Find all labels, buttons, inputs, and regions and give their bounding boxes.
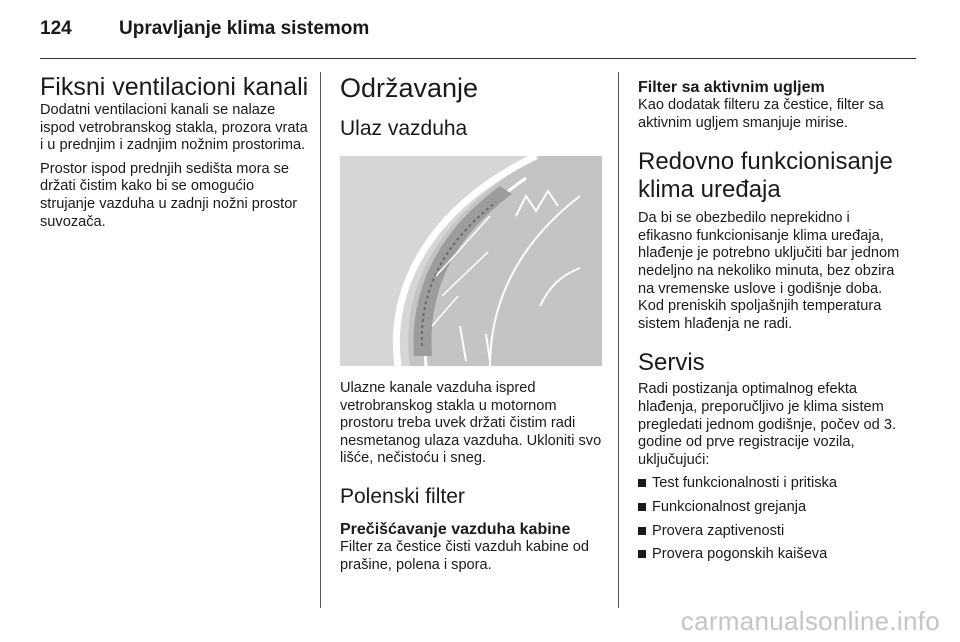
subsection-heading: Polenski filter — [340, 484, 465, 508]
list-item: Funkcionalnost grejanja — [638, 499, 906, 517]
section-heading: Održavanje — [340, 73, 479, 103]
paragraph: Da bi se obezbedilo neprekidno i efikasno funkcionisanje klima uređaja, hlađenje je potrebno uključiti bar jednom nedeljno na nekoliko minuta, bez obzira na vremenske uslove i godišnje doba. Kod preniskih spoljašnjih temperatura sistem hlađenja ne radi. — [638, 210, 900, 332]
column-middle — [340, 72, 606, 574]
paragraph: Ulazne kanale vazduha ispred vetrobranskog stakla u motornom prostoru treba uvek držati čistim radi nesmetanog ulaza vazduha. Ukloniti svo lišće, nečistoću i sneg. — [340, 380, 602, 467]
air-intake-illustration — [340, 156, 602, 366]
bullet-square-icon — [638, 550, 646, 558]
service-checklist — [638, 475, 906, 563]
chapter-title: Upravljanje klima sistemom — [119, 18, 370, 39]
paragraph: Filter za čestice čisti vazduh kabine od prašine, polena i spora. — [340, 538, 590, 573]
paragraph: Radi postizanja optimalnog efekta hlađenja, preporučljivo je klima sistem pregledati jednom godišnje, počev od 3. godine od prve registracije vozila, uključujući: — [638, 381, 896, 468]
list-item: Test funkcionalnosti i pritiska — [638, 475, 906, 493]
paragraph: Prostor ispod prednjih sedišta mora se držati čistim kako bi se omogućio strujanje vazduha u zadnji nožni prostor suvozača. — [40, 160, 298, 230]
paragraph: Kao dodatak filteru za čestice, filter sa aktivnim ugljem smanjuje mirise. — [638, 97, 884, 131]
column-divider — [618, 72, 619, 608]
column-right — [638, 72, 906, 564]
paragraph: Dodatni ventilacioni kanali se nalaze ispod vetrobranskog stakla, prozora vrata i u prednjim i zadnjim nožnim prostorima. — [40, 102, 308, 154]
subsection-heading: Ulaz vazduha — [340, 117, 468, 140]
page-number: 124 — [40, 18, 72, 39]
column-left — [40, 72, 312, 231]
bullet-square-icon — [638, 527, 646, 535]
topic-heading: Prečišćavanje vazduha kabine — [340, 520, 571, 538]
list-item: Provera pogonskih kaiševa — [638, 546, 906, 564]
section-heading: Redovno funkcionisanje klima uređaja — [638, 148, 893, 204]
column-divider — [320, 72, 321, 608]
header-rule — [40, 58, 916, 59]
list-item: Provera zaptivenosti — [638, 523, 906, 541]
bullet-square-icon — [638, 503, 646, 511]
section-heading: Servis — [638, 349, 705, 377]
watermark: carmanualsonline.info — [680, 606, 940, 636]
topic-heading: Filter sa aktivnim ugljem — [638, 79, 825, 96]
bullet-square-icon — [638, 479, 646, 487]
section-heading: Fiksni ventilacioni kanali — [40, 73, 309, 101]
